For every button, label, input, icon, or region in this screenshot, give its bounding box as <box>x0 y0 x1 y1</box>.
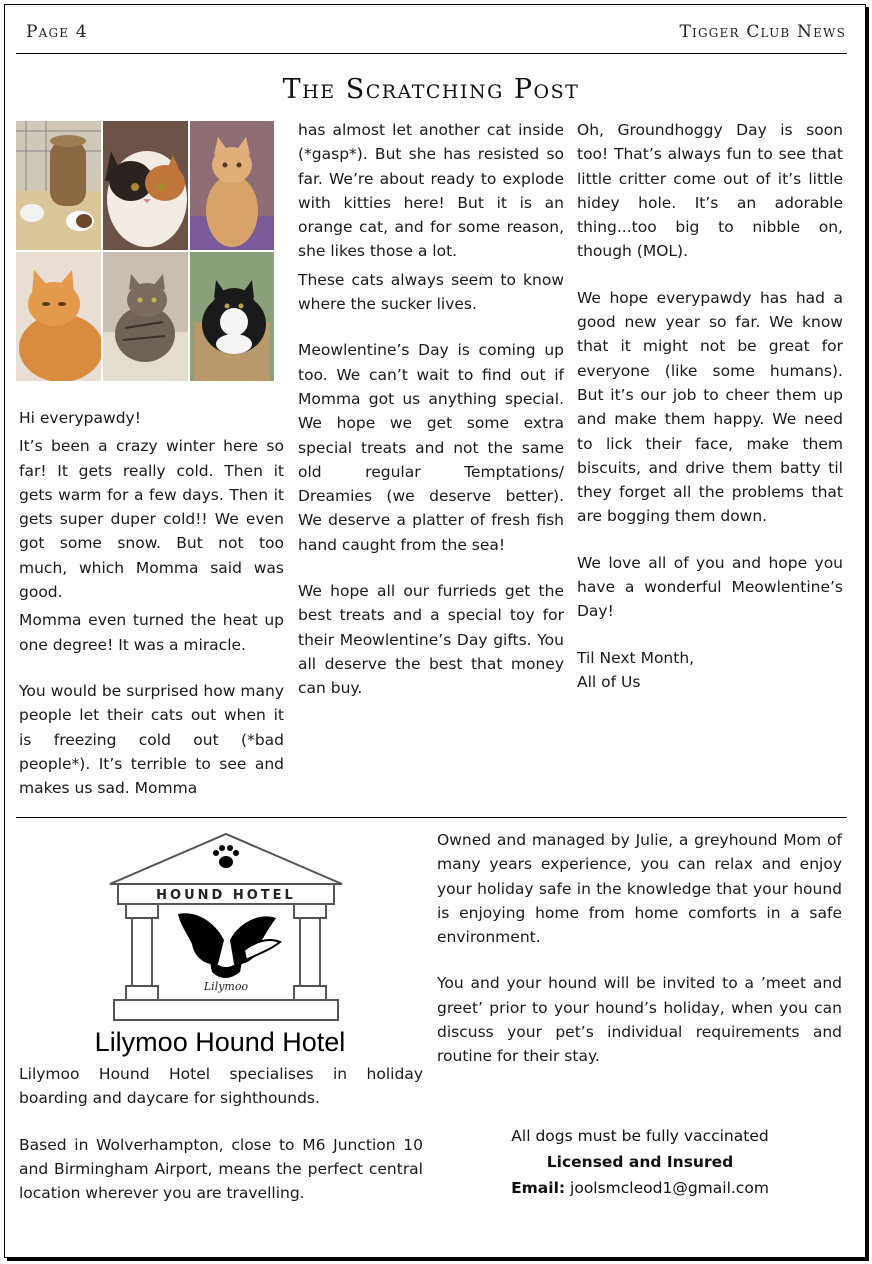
paragraph: Momma even turned the heat up one degree! It was a miracle. <box>19 611 284 654</box>
photo-tuxedo-cat <box>190 252 274 381</box>
paragraph: These cats always seem to know where the sucker lives. <box>298 270 564 314</box>
newsletter-name: Tigger Club News <box>679 22 846 42</box>
paragraph: We hope all our furrieds get the best treats and a special toy for their Meowlentine’s Day gifts. You all deserve the best that money can buy. <box>298 582 564 698</box>
paragraph: We love all of you and hope you have a wonderful Meowlentine’s Day! <box>577 553 843 621</box>
ad-paragraph: Based in Wolverhampton, close to M6 Junction 10 and Birmingham Airport, means the perfect central location wherever you are travelling. <box>19 1135 423 1203</box>
page-number: Page 4 <box>26 22 88 42</box>
hotel-name: Lilymoo Hound Hotel <box>94 1027 346 1057</box>
article-column-3 <box>577 118 843 698</box>
ad-paragraph: Lilymoo Hound Hotel specialises in holiday boarding and daycare for sighthounds. <box>19 1065 423 1108</box>
article-column-2 <box>298 118 564 705</box>
cat-photo-collage <box>16 121 272 381</box>
photo-orange-cat-sitting <box>190 121 274 250</box>
photo-calico-cat <box>103 121 188 250</box>
greyhound-silhouette-icon <box>178 913 280 978</box>
hound-hotel-logo <box>108 832 344 1022</box>
section-rule <box>16 817 847 818</box>
paragraph: We hope everypawdy has had a good new year so far. We know that it might not be great for everyone (like some humans). But it’s our job to cheer them up and make them happy. We need to lick their face, make them biscuits, and drive them batty til they forget all the problems that are bogging them down. <box>577 288 843 526</box>
photo-orange-cat-lying <box>16 252 101 381</box>
email-label: Email: <box>511 1179 566 1197</box>
logo-script: Lilymoo <box>203 980 249 993</box>
header-rule <box>16 53 847 54</box>
paragraph: Oh, Groundhoggy Day is soon too! That’s always fun to see that little critter come out of it’s little hidey hole. It’s an adorable thing...too big to nibble on, though (MOL). <box>577 121 843 261</box>
ad-contact-block <box>438 1123 842 1201</box>
paragraph: It’s been a crazy winter here so far! It gets really cold. Then it gets warm for a few days. Then it gets super duper cold!! We even got some snow. But not too much, which Momma said was good. <box>19 437 284 602</box>
ad-left-text <box>19 1062 423 1209</box>
signoff-line: Til Next Month, <box>577 648 695 667</box>
article-column-1 <box>19 406 284 804</box>
photo-tabby-cat <box>103 252 188 381</box>
licensed-note: Licensed and Insured <box>546 1153 734 1171</box>
paragraph: has almost let another cat inside (*gasp*). But she has resisted so far. We’re about ready to explode with kitties here! But it is an orange cat, and for some reason, she likes those a lot. <box>298 121 564 261</box>
ad-paragraph: Owned and managed by Julie, a greyhound Mom of many years experience, you can relax and enjoy your holiday safe in the knowledge that your hound is enjoying home from home comforts in a safe environment. <box>437 831 842 947</box>
photo-guinea-pig <box>16 121 101 250</box>
article-title: The Scratching Post <box>282 74 580 105</box>
paragraph: Meowlentine’s Day is coming up too. We can’t wait to find out if Momma got us anything special. We hope we get some extra special treats and not the same old regular Temptations/ Dreamies (we deserve better). We deserve a platter of fresh fish hand caught from the sea! <box>298 341 564 554</box>
greeting: Hi everypawdy! <box>19 409 141 427</box>
vaccination-note: All dogs must be fully vaccinated <box>511 1127 769 1145</box>
ad-paragraph: You and your hound will be invited to a ’meet and greet’ prior to your hound’s holiday, when you can discuss your pet’s individual requirements and routine for their stay. <box>437 974 842 1066</box>
signoff-line: All of Us <box>577 672 641 691</box>
email-link[interactable]: joolsmcleod1@gmail.com <box>570 1179 769 1197</box>
ad-right-text <box>437 828 842 1073</box>
logo-text: HOUND HOTEL <box>156 888 296 903</box>
paragraph: You would be surprised how many people let their cats out when it is freezing cold out (*bad people*). It’s terrible to see and makes us sad. Momma <box>19 681 284 798</box>
